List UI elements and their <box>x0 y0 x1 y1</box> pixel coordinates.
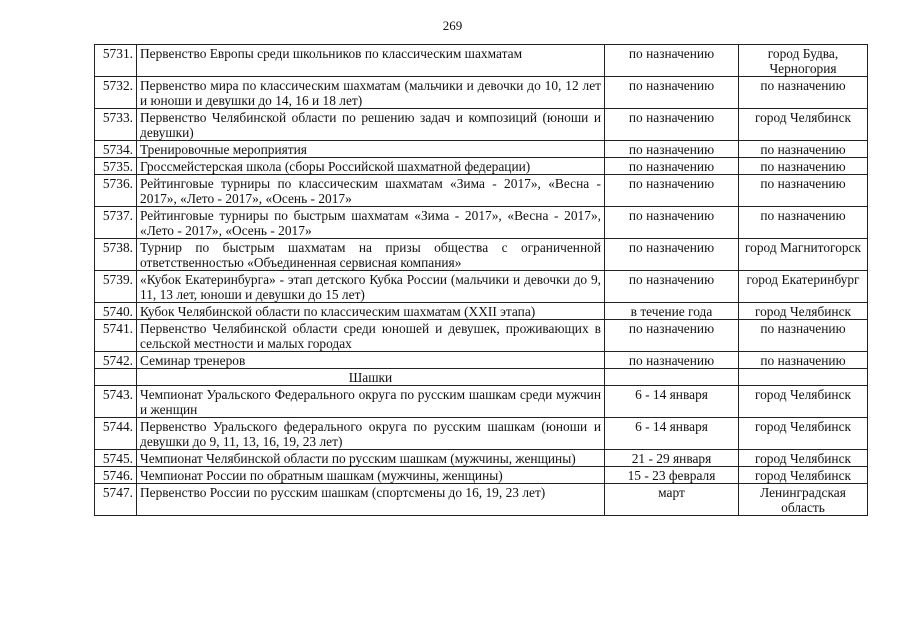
event-place: по назначению <box>739 141 868 158</box>
event-date: по назначению <box>605 158 739 175</box>
event-place: город Челябинск <box>739 109 868 141</box>
event-name: Чемпионат Челябинской области по русским шашкам (мужчины, женщины) <box>137 450 605 467</box>
event-place: город Челябинск <box>739 467 868 484</box>
event-date: по назначению <box>605 77 739 109</box>
event-place: город Екатеринбург <box>739 271 868 303</box>
event-place: город Будва, Черногория <box>739 45 868 77</box>
row-number: 5738. <box>95 239 137 271</box>
event-date: 21 - 29 января <box>605 450 739 467</box>
row-number: 5733. <box>95 109 137 141</box>
table-row <box>95 158 868 175</box>
event-name: Первенство Челябинской области среди юношей и девушек, проживающих в сельской местности и малых городах <box>137 320 605 352</box>
event-name: Первенство мира по классическим шахматам (мальчики и девочки до 10, 12 лет и юноши и девушки до 14, 16 и 18 лет) <box>137 77 605 109</box>
row-number: 5744. <box>95 418 137 450</box>
event-place: город Челябинск <box>739 450 868 467</box>
event-place: по назначению <box>739 175 868 207</box>
row-number: 5731. <box>95 45 137 77</box>
event-place: город Челябинск <box>739 418 868 450</box>
event-name: Чемпионат России по обратным шашкам (мужчины, женщины) <box>137 467 605 484</box>
table-row <box>95 467 868 484</box>
event-date: 6 - 14 января <box>605 386 739 418</box>
event-place: по назначению <box>739 158 868 175</box>
event-place: по назначению <box>739 352 868 369</box>
section-title: Шашки <box>137 369 605 386</box>
row-number: 5734. <box>95 141 137 158</box>
table-row <box>95 352 868 369</box>
table-row <box>95 207 868 239</box>
event-place: по назначению <box>739 207 868 239</box>
table-row <box>95 175 868 207</box>
event-name: Тренировочные мероприятия <box>137 141 605 158</box>
event-name: Гроссмейстерская школа (сборы Российской шахматной федерации) <box>137 158 605 175</box>
event-date: по назначению <box>605 45 739 77</box>
event-name: Чемпионат Уральского Федерального округа по русским шашкам среди мужчин и женщин <box>137 386 605 418</box>
event-date: по назначению <box>605 175 739 207</box>
table-row <box>95 303 868 320</box>
table-row <box>95 450 868 467</box>
row-number: 5737. <box>95 207 137 239</box>
table-row <box>95 109 868 141</box>
event-name: Турнир по быстрым шахматам на призы общества с ограниченной ответственностью «Объединенная сервисная компания» <box>137 239 605 271</box>
event-date: март <box>605 484 739 516</box>
row-number: 5746. <box>95 467 137 484</box>
events-table-body <box>95 45 868 516</box>
event-place: город Магнитогорск <box>739 239 868 271</box>
row-number: 5736. <box>95 175 137 207</box>
table-row <box>95 239 868 271</box>
section-row <box>95 369 868 386</box>
section-date-cell <box>605 369 739 386</box>
events-table <box>94 44 868 516</box>
event-place: Ленинградская область <box>739 484 868 516</box>
event-place: город Челябинск <box>739 386 868 418</box>
event-name: Семинар тренеров <box>137 352 605 369</box>
table-row <box>95 271 868 303</box>
row-number: 5745. <box>95 450 137 467</box>
row-number: 5742. <box>95 352 137 369</box>
table-row <box>95 484 868 516</box>
event-name: Первенство Европы среди школьников по классическим шахматам <box>137 45 605 77</box>
row-number: 5739. <box>95 271 137 303</box>
event-place: по назначению <box>739 77 868 109</box>
event-name: Первенство России по русским шашкам (спортсмены до 16, 19, 23 лет) <box>137 484 605 516</box>
table-row <box>95 418 868 450</box>
event-place: город Челябинск <box>739 303 868 320</box>
event-date: по назначению <box>605 207 739 239</box>
event-name: Первенство Уральского федерального округа по русским шашкам (юноши и девушки до 9, 11, 13, 16, 19, 23 лет) <box>137 418 605 450</box>
row-number: 5747. <box>95 484 137 516</box>
table-row <box>95 386 868 418</box>
section-place-cell <box>739 369 868 386</box>
row-number: 5740. <box>95 303 137 320</box>
event-date: 6 - 14 января <box>605 418 739 450</box>
event-date: по назначению <box>605 320 739 352</box>
row-number: 5741. <box>95 320 137 352</box>
table-row <box>95 77 868 109</box>
event-name: Рейтинговые турниры по классическим шахматам «Зима - 2017», «Весна - 2017», «Лето - 2017», «Осень - 2017» <box>137 175 605 207</box>
event-date: по назначению <box>605 352 739 369</box>
row-number: 5735. <box>95 158 137 175</box>
row-number: 5732. <box>95 77 137 109</box>
event-date: 15 - 23 февраля <box>605 467 739 484</box>
event-name: «Кубок Екатеринбурга» - этап детского Кубка России (мальчики и девочки до 9, 11, 13 лет, юноши и девушки до 15 лет) <box>137 271 605 303</box>
table-row <box>95 320 868 352</box>
section-number-cell <box>95 369 137 386</box>
event-name: Первенство Челябинской области по решению задач и композиций (юноши и девушки) <box>137 109 605 141</box>
event-date: по назначению <box>605 239 739 271</box>
table-row <box>95 141 868 158</box>
event-date: по назначению <box>605 141 739 158</box>
event-name: Кубок Челябинской области по классическим шахматам (XXII этапа) <box>137 303 605 320</box>
event-place: по назначению <box>739 320 868 352</box>
page-number: 269 <box>442 18 463 33</box>
event-name: Рейтинговые турниры по быстрым шахматам «Зима - 2017», «Весна - 2017», «Лето - 2017», «Осень - 2017» <box>137 207 605 239</box>
event-date: по назначению <box>605 271 739 303</box>
table-row <box>95 45 868 77</box>
event-date: в течение года <box>605 303 739 320</box>
row-number: 5743. <box>95 386 137 418</box>
event-date: по назначению <box>605 109 739 141</box>
